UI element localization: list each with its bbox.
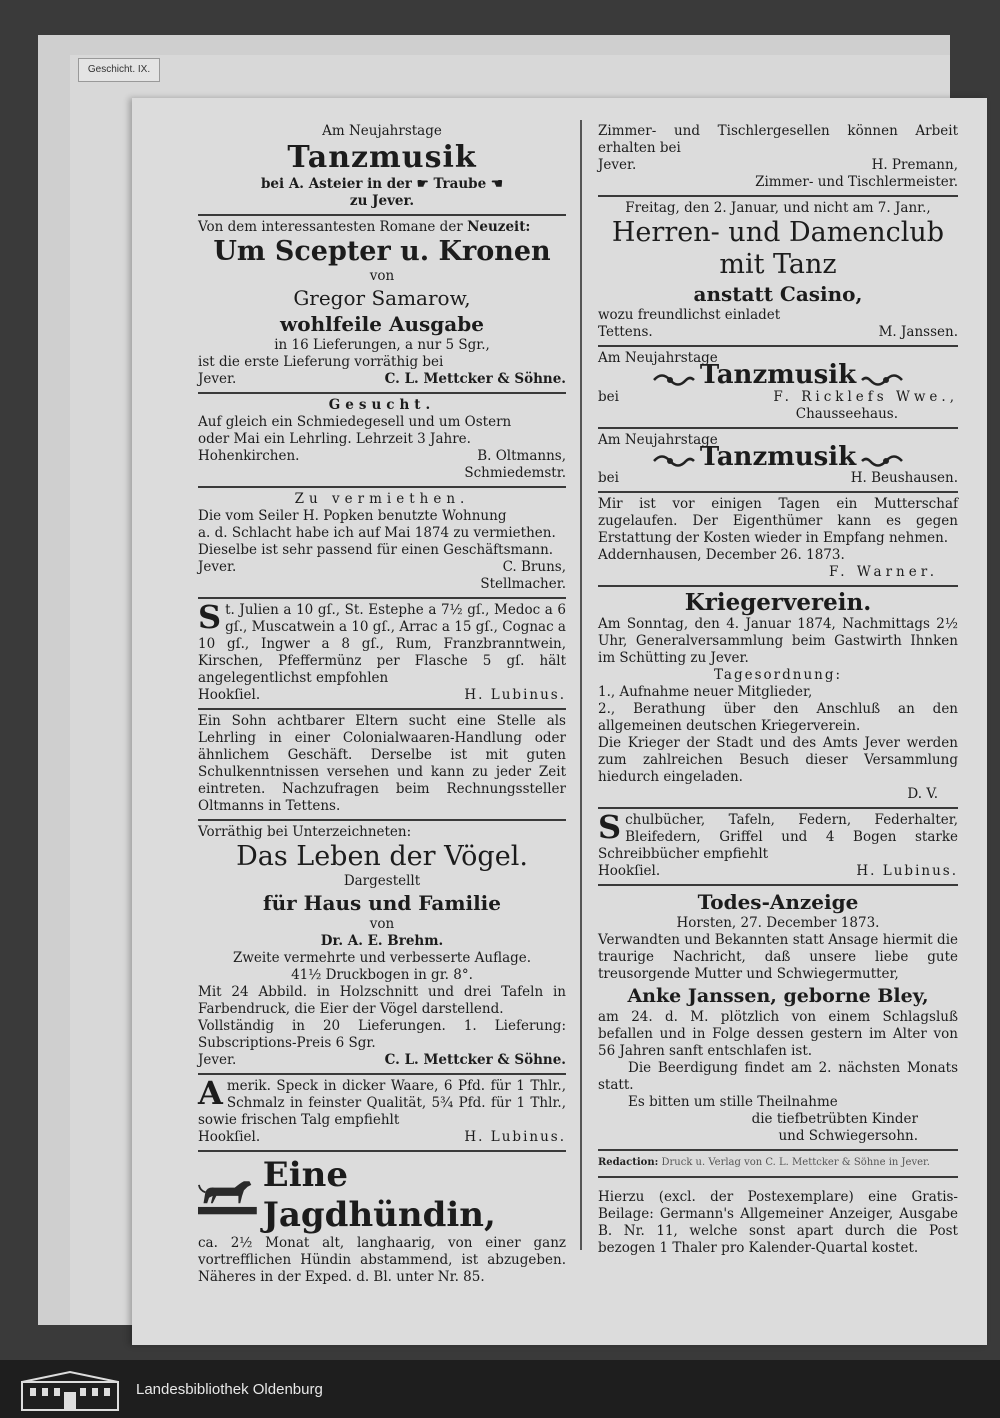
ad-body: [198, 598, 566, 687]
left-column: [198, 120, 566, 1290]
ad-place: Jever.: [198, 1052, 237, 1068]
ad-bei: bei: [598, 470, 619, 486]
note-text: Hierzu (excl. der Postexemplare) eine Gratis-Beilage: Germann's Allgemeiner Anzeiger, Ausgabe B. Nr. 11, welche sonst apart durch die Post bezogen 1 Thaler pro Kalender-Quartal kostet.: [598, 1189, 958, 1256]
ad-text: Neuzeit:: [467, 219, 531, 235]
shelfmark-label: Geschicht. IX.: [78, 58, 160, 82]
ad-body: [198, 1074, 566, 1129]
ad-text: am 24. d. M. plötzlich von einem Schlagsluß befallen und in Folge dessen gestern im Alter von 56 Jahren sanft entschlafen ist.: [598, 1009, 958, 1059]
ad-body: [598, 808, 958, 863]
ad-name: H. Beushausen.: [850, 470, 958, 486]
flourish-ornament-icon: [652, 452, 696, 470]
ad-seller: C. L. Mettcker & Söhne.: [384, 371, 566, 387]
ad-signature: [198, 1129, 566, 1146]
ad-title: Um Scepter u. Kronen: [213, 236, 551, 267]
ad-intro: Am Neujahrstage: [598, 431, 718, 448]
ad-leben-der-voegel: [198, 821, 566, 1075]
ad-signature: [598, 389, 958, 406]
ad-name: C. Bruns,: [502, 559, 566, 575]
newspaper-page: [132, 98, 987, 1345]
ad-place: Chausseehaus.: [795, 405, 898, 422]
ad-text: a. d. Schlacht habe ich auf Mai 1874 zu vermiethen.: [198, 525, 556, 541]
ad-text: ca. 2½ Monat alt, langhaarig, von einer ganz vortrefflichen Hündin abstammend, ist abzugeben. Näheres in der Exped. d. Bl. unter Nr. 85.: [198, 1235, 566, 1285]
ad-text: Auf gleich ein Schmiedegesell und um Ostern: [198, 414, 512, 430]
flourish-ornament-icon: [652, 371, 696, 389]
hunting-dog-icon: [198, 1174, 257, 1216]
ad-deceased-name: Anke Janssen, geborne Bley,: [627, 985, 929, 1007]
ad-text: Die Beerdigung findet am 2. nächsten Monats statt.: [598, 1060, 958, 1093]
ad-text: Mir ist vor einigen Tagen ein Mutterschaf zugelaufen. Der Eigenthümer kann es gegen Erstattung der Kosten wieder in Empfang nehmen.: [598, 496, 958, 546]
ad-text: Verwandten und Bekannten statt Ansage hiermit die traurige Nachricht, daß unsere liebe gute treusorgende Mutter und Schwiegermutter,: [598, 932, 958, 982]
beilage-note: [598, 1186, 958, 1261]
ad-subtitle: für Haus und Familie: [262, 891, 502, 915]
ad-text: chulbücher, Tafeln, Federn, Federhalter, Bleifedern, Griffel und 4 Bogen starke Schreibbücher empfiehlt: [598, 812, 958, 862]
ad-trade: Schmiedemstr.: [464, 465, 566, 481]
ad-subtitle: anstatt Casino,: [693, 282, 863, 306]
ad-title: Herren- und Damenclub: [611, 217, 945, 248]
ad-title: Tanzmusik: [699, 441, 857, 472]
ad-text: Mit 24 Abbild. in Holzschnitt und drei Tafeln in Farbendruck, die Eier der Vögel darstellend.: [198, 984, 566, 1017]
ad-bei: bei: [598, 388, 619, 405]
ad-title-2: mit Tanz: [719, 249, 837, 280]
ad-edition: wohlfeile Ausgabe: [280, 312, 484, 336]
ad-name: H. Premann,: [871, 157, 958, 173]
ad-text: Zimmer- und Tischlergesellen können Arbeit erhalten bei: [598, 123, 958, 156]
ad-text: Vollständig in 20 Lieferungen. 1. Lieferung: Subscriptions-Preis 6 Sgr.: [198, 1018, 566, 1051]
ad-title-row: [598, 360, 958, 390]
ad-text: Traube: [433, 176, 487, 192]
drop-cap: S: [198, 598, 222, 636]
ad-line: [198, 176, 566, 193]
ad-text: oder Mai ein Lehrling. Lehrzeit 3 Jahre.: [198, 431, 471, 447]
ad-name: F. Ricklefs Wwe.,: [773, 388, 958, 405]
ad-lehrling-gesucht: [198, 710, 566, 821]
ad-tanzmusik-asteier: [198, 120, 566, 216]
ad-name: M. Janssen.: [878, 324, 958, 340]
drop-cap: S: [598, 808, 622, 846]
ad-text: 41½ Druckbogen in gr. 8°.: [291, 967, 473, 983]
ad-tanzmusik-beushausen: [598, 429, 958, 494]
ad-text: Dargestellt: [343, 873, 421, 889]
ad-name: H. Lubinus.: [464, 687, 566, 703]
ad-agenda: Tagesordnung:: [713, 667, 843, 683]
ad-date: Horsten, 27. December 1873.: [676, 915, 880, 931]
ad-text: Die Krieger der Stadt und des Amts Jever werden zum zahlreichen Besuch dieser Versammlung hiedurch eingeladen.: [598, 735, 958, 785]
ad-kriegerverein: [598, 587, 958, 809]
ad-place: Hohenkirchen.: [198, 448, 300, 464]
imprint: [598, 1151, 958, 1178]
ad-place: Jever.: [198, 559, 237, 575]
ad-signature: [198, 687, 566, 704]
ad-intro: [198, 219, 566, 236]
ad-text: Ein Sohn achtbarer Eltern sucht eine Stelle als Lehrling in einer Colonialwaaren-Handlung oder ähnlichem Geschäft. Derselbe ist mit guten Schulkenntnissen versehen und kann zu jeder Zeit eintreten. Nachzufragen beim Rechnungssteller Oltmanns in Tettens.: [198, 713, 566, 814]
ad-signature: und Schwiegersohn.: [778, 1128, 918, 1144]
ad-title: Zu vermiethen.: [294, 491, 470, 507]
ad-text: in 16 Lieferungen, a nur 5 Sgr.,: [274, 337, 490, 353]
ad-signature: [198, 1052, 566, 1069]
ad-date: Addernhausen, December 26. 1873.: [598, 547, 845, 563]
ad-intro: Vorräthig bei Unterzeichneten:: [198, 824, 412, 840]
flourish-ornament-icon: [860, 371, 904, 389]
agenda-item: 1., Aufnahme neuer Mitglieder,: [598, 684, 813, 700]
ad-von: von: [369, 916, 395, 932]
flourish-ornament-icon: [860, 452, 904, 470]
library-building-logo: [18, 1370, 122, 1412]
ad-place: Jever.: [598, 157, 637, 173]
ad-title: Tanzmusik: [287, 140, 477, 175]
ad-signature: die tiefbetrübten Kinder: [751, 1111, 918, 1127]
imprint-text: Druck u. Verlag von C. L. Mettcker & Söhne in Jever.: [661, 1157, 930, 1168]
ad-trade: Zimmer- und Tischlermeister.: [755, 174, 958, 190]
ad-intro: Am Neujahrstage: [322, 123, 442, 139]
ad-todes-anzeige: [598, 886, 958, 1151]
column-divider: [580, 120, 582, 1250]
ad-signature: [598, 157, 958, 174]
ad-signature: [598, 324, 958, 341]
ad-speck-lubinus: [198, 1075, 566, 1152]
ad-herren-damenclub: [598, 197, 958, 347]
ad-place: Jever.: [198, 371, 237, 387]
agenda-item: 2., Berathung über den Anschluß an den allgemeinen deutschen Kriegerverein.: [598, 701, 958, 734]
ad-text: ist die erste Lieferung vorräthig bei: [198, 354, 444, 370]
ad-name: F. Warner.: [829, 564, 938, 580]
ad-place: Tettens.: [598, 324, 653, 340]
ad-zu-vermiethen: [198, 488, 566, 599]
ad-von: von: [369, 268, 395, 284]
ad-title: Gesucht.: [328, 397, 436, 413]
ad-weine-lubinus: [198, 599, 566, 710]
ad-title: Kriegerverein.: [684, 589, 872, 616]
right-column: [598, 120, 958, 1261]
imprint-label: Redaction:: [598, 1157, 659, 1168]
ad-tanzmusik-ricklefs: [598, 347, 958, 429]
ad-text: Zweite vermehrte und verbesserte Auflage.: [232, 950, 532, 966]
ad-title-row: [598, 441, 958, 472]
ad-title: Tanzmusik: [699, 360, 857, 390]
ad-header: [198, 1155, 566, 1235]
ad-text: merik. Speck in dicker Waare, 6 Pfd. für 1 Thlr., Schmalz in feinster Qualität, 5¾ Pfd. für 1 Thlr., sowie frischen Talg empfiehlt: [198, 1078, 566, 1128]
ad-text: bei A. Asteier in der: [260, 176, 412, 192]
drop-cap: A: [198, 1074, 223, 1112]
ad-text: Die vom Seiler H. Popken benutzte Wohnung: [198, 508, 507, 524]
ad-gesucht: [198, 394, 566, 488]
ad-title: Eine Jagdhündin,: [262, 1155, 496, 1235]
ad-intro: Am Neujahrstage: [598, 350, 718, 366]
ad-place: Hookſiel.: [198, 1129, 261, 1145]
pointing-hand-icon: ☛: [416, 176, 429, 192]
library-name: Landesbibliothek Oldenburg: [136, 1381, 323, 1398]
ad-mutterschaf: [598, 493, 958, 587]
ad-schulbuecher-lubinus: [598, 809, 958, 886]
ad-text: t. Julien a 10 gſ., St. Estephe a 7½ gſ., Medoc a 6 gſ., Muscatwein a 10 gſ., Arrac a 15 gſ., Cognac a 10 gſ., Ingwer a 8 gſ., Rum, Franzbranntwein, Kirschen, Pfeffermünz per Flasche 5 gſ. hält angelegentlichst empfohlen: [198, 602, 566, 686]
ad-signature: [598, 863, 958, 880]
ad-title: Das Leben der Vögel.: [236, 841, 528, 872]
ad-signature: [198, 559, 566, 576]
ad-signature: [198, 448, 566, 465]
pointing-hand-icon: ☚: [490, 176, 504, 192]
ad-place: Hookſiel.: [198, 687, 261, 703]
ad-signature: [198, 371, 566, 388]
ad-place: Hookſiel.: [598, 863, 661, 879]
ad-author: Dr. A. E. Brehm.: [320, 933, 444, 949]
ad-signature: [598, 470, 958, 487]
ad-intro: Freitag, den 2. Januar, und nicht am 7. Janr.,: [625, 200, 931, 216]
ad-author: Gregor Samarow,: [293, 286, 471, 310]
ad-text: Am Sonntag, den 4. Januar 1874, Nachmittags 2½ Uhr, Generalversammlung beim Gastwirth Ihnken im Schütting zu Jever.: [598, 616, 958, 666]
ad-text: Dieselbe ist sehr passend für einen Geschäftsmann.: [198, 542, 554, 558]
ad-jagdhuendin: [198, 1152, 566, 1290]
ad-zimmergesellen: [598, 120, 958, 197]
ad-sign: D. V.: [907, 786, 938, 802]
ad-text: wozu freundlichst einladet: [598, 307, 781, 323]
ad-place: zu Jever.: [349, 193, 415, 209]
ad-seller: C. L. Mettcker & Söhne.: [384, 1052, 566, 1068]
ad-text: Es bitten um stille Theilnahme: [628, 1094, 838, 1110]
ad-name: H. Lubinus.: [464, 1129, 566, 1145]
ad-scepter-kronen: [198, 216, 566, 394]
ad-title: Todes-Anzeige: [697, 890, 859, 914]
ad-name: B. Oltmanns,: [477, 448, 566, 464]
ad-name: H. Lubinus.: [856, 863, 958, 879]
ad-trade: Stellmacher.: [480, 576, 566, 592]
ad-text: Von dem interessantesten Romane der: [198, 219, 463, 235]
